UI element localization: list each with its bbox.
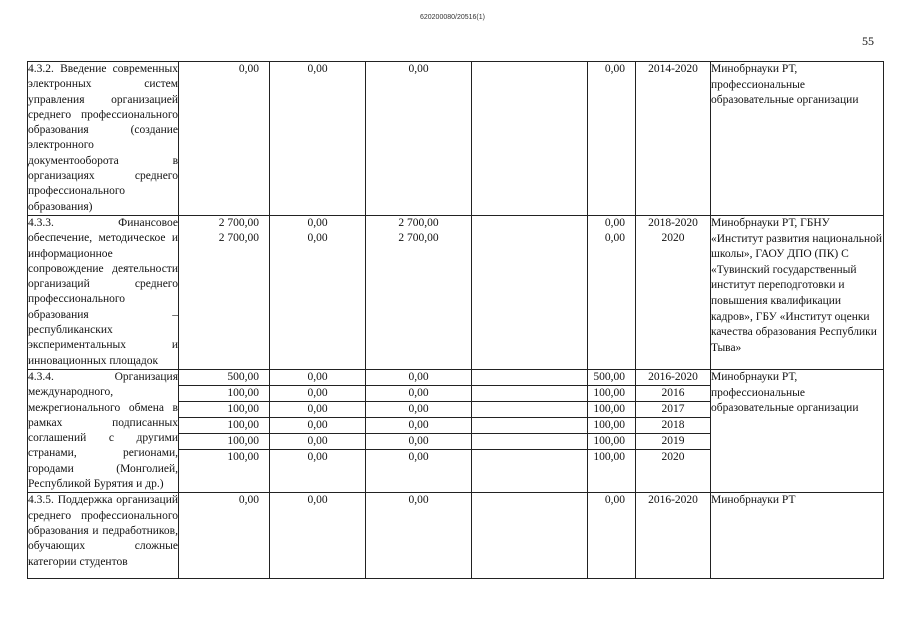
measure-name-cell: 4.3.2. Введение современных электронных систем управления организацией среднего профессионального образования (создание электронного документооборота в организациях среднего профессионального образования): [28, 62, 179, 216]
cell-value: 100,00: [588, 418, 635, 434]
cell-value: 100,00: [227, 450, 259, 463]
cell-value: 100,00: [588, 434, 635, 450]
cell-value: 500,00: [179, 370, 269, 386]
cell-value: [472, 493, 587, 508]
cell-value: 0,00: [238, 63, 259, 75]
cell-value: 2014-2020: [648, 63, 698, 75]
cell-value: 100,00: [179, 434, 269, 450]
total-cell: [179, 215, 270, 369]
cell-value: 2019: [636, 434, 710, 450]
year-cell: [636, 62, 711, 216]
local-cell: [472, 369, 588, 492]
cell-value: 0,00: [307, 63, 328, 75]
cell-value: 100,00: [593, 450, 625, 463]
cell-value: [472, 216, 587, 231]
measure-name-cell: 4.3.4. Организация международного, межрегионального обмена в рамках подписанных соглашений с другими странами, регионами, городами (Монголией, Республикой Бурятия и др.): [28, 369, 179, 492]
extra-budget-cell: [588, 215, 636, 369]
cell-value: 0,00: [270, 386, 365, 402]
cell-value: 2020: [661, 450, 685, 463]
table-row: [28, 215, 884, 369]
cell-value: 0,00: [408, 450, 429, 463]
total-cell: [179, 62, 270, 216]
cell-value: 0,00: [408, 494, 429, 507]
cell-value: 0,00: [307, 450, 328, 463]
program-table: [27, 61, 884, 579]
responsible-org-cell: Минобрнауки РТ, профессиональные образовательные организации: [711, 62, 884, 216]
cell-value: 2 700,00: [218, 231, 259, 244]
cell-value: 2016-2020: [648, 494, 698, 507]
cell-value: [472, 62, 587, 77]
federal-cell: [270, 493, 366, 579]
cell-value: 0,00: [408, 63, 429, 75]
responsible-org-cell: Минобрнауки РТ, ГБНУ «Институт развития национальной школы», ГАОУ ДПО (ПК) С «Тувинский государственный институт переподготовки и повышения квалификации кадров», ГБУ «Институт оценки качества образования Республики Тыва»: [711, 215, 884, 369]
cell-value: [472, 418, 587, 434]
cell-value: 0,00: [366, 402, 471, 418]
cell-value: 0,00: [604, 63, 625, 75]
cell-value: 2016: [636, 386, 710, 402]
cell-value: [472, 450, 587, 465]
cell-value: 2 700,00: [398, 231, 439, 244]
cell-value: 0,00: [270, 434, 365, 450]
cell-value: 0,00: [307, 216, 328, 229]
measure-name-cell: 4.3.5. Поддержка организаций среднего профессионального образования и педработников, обучающих сложные категории студентов: [28, 493, 179, 579]
year-cell: [636, 369, 711, 492]
total-cell: [179, 493, 270, 579]
cell-value: 100,00: [179, 386, 269, 402]
federal-cell: [270, 215, 366, 369]
cell-value: 0,00: [366, 386, 471, 402]
cell-value: 2020: [661, 231, 685, 244]
page-number: 55: [862, 34, 874, 48]
cell-value: 0,00: [366, 434, 471, 450]
cell-value: 100,00: [588, 402, 635, 418]
cell-value: 0,00: [604, 231, 625, 244]
year-cell: [636, 493, 711, 579]
cell-value: 0,00: [604, 216, 625, 229]
document-id: 620200080/20516(1): [419, 14, 485, 21]
cell-value: 0,00: [604, 494, 625, 507]
federal-cell: [270, 369, 366, 492]
cell-value: 100,00: [179, 418, 269, 434]
cell-value: 100,00: [588, 386, 635, 402]
cell-value: [472, 434, 587, 450]
cell-value: 0,00: [366, 418, 471, 434]
cell-value: 100,00: [179, 402, 269, 418]
cell-value: 2017: [636, 402, 710, 418]
table-row: [28, 493, 884, 579]
cell-value: 0,00: [238, 494, 259, 507]
local-cell: [472, 493, 588, 579]
local-cell: [472, 62, 588, 216]
cell-value: 2018: [636, 418, 710, 434]
local-cell: [472, 215, 588, 369]
cell-value: 2016-2020: [636, 370, 710, 386]
cell-value: 0,00: [307, 231, 328, 244]
republic-cell: [366, 369, 472, 492]
cell-value: [472, 370, 587, 386]
cell-value: 0,00: [270, 370, 365, 386]
cell-value: 2018-2020: [648, 216, 698, 229]
total-cell: [179, 369, 270, 492]
extra-budget-cell: [588, 62, 636, 216]
measure-name-cell: 4.3.3. Финансовое обеспечение, методическое и информационное сопровождение деятельности организаций среднего профессионального образования – республиканских экспериментальных и инновационных площадок: [28, 215, 179, 369]
cell-value: 500,00: [588, 370, 635, 386]
cell-value: [472, 231, 587, 246]
cell-value: 0,00: [307, 494, 328, 507]
responsible-org-cell: Минобрнауки РТ: [711, 493, 884, 579]
cell-value: 0,00: [366, 370, 471, 386]
extra-budget-cell: [588, 493, 636, 579]
cell-value: 2 700,00: [218, 216, 259, 229]
cell-value: 0,00: [270, 418, 365, 434]
extra-budget-cell: [588, 369, 636, 492]
table-row: [28, 62, 884, 216]
cell-value: [472, 386, 587, 402]
republic-cell: [366, 493, 472, 579]
republic-cell: [366, 215, 472, 369]
cell-value: [472, 402, 587, 418]
federal-cell: [270, 62, 366, 216]
cell-value: 2 700,00: [398, 216, 439, 229]
year-cell: [636, 215, 711, 369]
table-row: [28, 369, 884, 492]
republic-cell: [366, 62, 472, 216]
cell-value: 0,00: [270, 402, 365, 418]
responsible-org-cell: Минобрнауки РТ, профессиональные образовательные организации: [711, 369, 884, 492]
